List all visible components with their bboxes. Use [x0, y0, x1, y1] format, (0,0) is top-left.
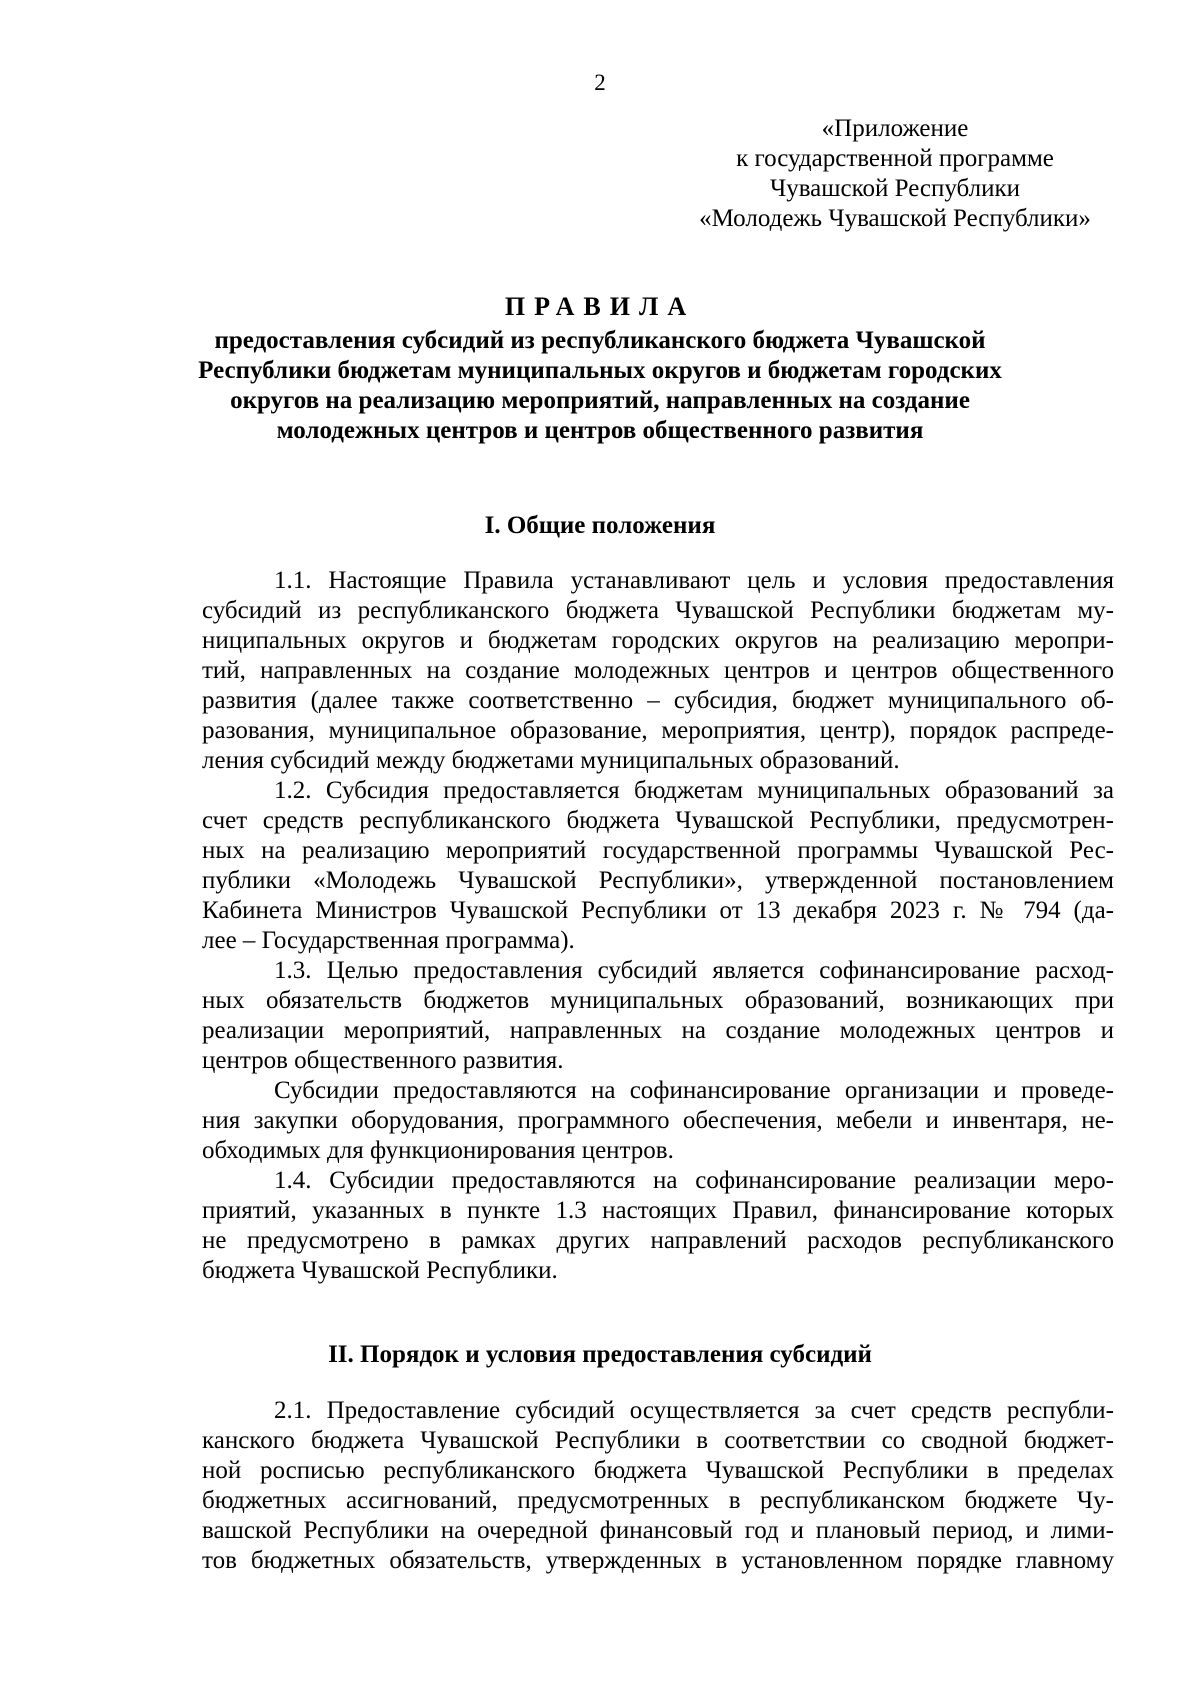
paragraph-line: бюджетных ассигнований, предусмотренных в республиканском бюджете Чу-	[202, 1487, 1114, 1514]
paragraph-line: 1.4. Субсидии предоставляются на софинансирование реализации меро-	[274, 1167, 1114, 1194]
paragraph-line: ных на реализацию мероприятий государственной программы Чувашской Рес-	[202, 837, 1114, 864]
paragraph-line: развития (далее также соответственно – субсидия, бюджет муниципального об-	[202, 687, 1114, 714]
section-1-heading: I. Общие положения	[484, 512, 716, 539]
paragraph-line: обходимых для функционирования центров.	[202, 1137, 674, 1164]
section-1-body	[202, 566, 1114, 1286]
subtitle-line: округов на реализацию мероприятий, направленных на создание	[230, 387, 970, 414]
paragraph-line: Субсидии предоставляются на софинансирование организации и проведе-	[274, 1077, 1114, 1104]
paragraph-line: ных обязательств бюджетов муниципальных образований, возникающих при	[202, 987, 1114, 1014]
paragraph-line: ления субсидий между бюджетами муниципальных образований.	[202, 747, 900, 774]
paragraph-line: счет средств республиканского бюджета Чувашской Республики, предусмотрен-	[202, 807, 1114, 834]
appendix-line: «Приложение	[821, 115, 969, 142]
paragraph-line: 1.2. Субсидия предоставляется бюджетам муниципальных образований за	[274, 777, 1114, 804]
paragraph-line: 1.1. Настоящие Правила устанавливают цель и условия предоставления	[274, 567, 1114, 594]
section-2-body	[202, 1396, 1114, 1576]
paragraph-line: субсидий из республиканского бюджета Чувашской Республики бюджетам му-	[202, 597, 1114, 624]
subtitle-line: молодежных центров и центров общественного развития	[276, 417, 924, 444]
paragraph-line: не предусмотрено в рамках других направлений расходов республиканского	[202, 1227, 1114, 1254]
page-number: 2	[594, 70, 606, 95]
paragraph-line: разования, муниципальное образование, мероприятия, центр), порядок распреде-	[202, 717, 1114, 744]
paragraph-line: ной росписью республиканского бюджета Чувашской Республики в пределах	[202, 1457, 1114, 1484]
appendix-line: Чувашской Республики	[769, 175, 1021, 202]
paragraph-line: лее – Государственная программа).	[202, 927, 575, 954]
appendix-line: «Молодежь Чувашской Республики»	[699, 205, 1091, 232]
paragraph-line: приятий, указанных в пункте 1.3 настоящих Правил, финансирование которых	[202, 1197, 1114, 1224]
paragraph-line: Кабинета Министров Чувашской Республики от 13 декабря 2023 г. № 794 (да-	[202, 897, 1114, 924]
paragraph-line: реализации мероприятий, направленных на создание молодежных центров и	[202, 1017, 1114, 1044]
section-2-heading: II. Порядок и условия предоставления субсидий	[328, 1341, 872, 1368]
document-subtitle	[150, 326, 1050, 446]
document-title: ПРАВИЛА	[504, 292, 696, 321]
paragraph-line: 1.3. Целью предоставления субсидий является софинансирование расход-	[274, 957, 1114, 984]
subtitle-line: предоставления субсидий из республиканского бюджета Чувашской	[214, 327, 986, 354]
paragraph-line: канского бюджета Чувашской Республики в соответствии со сводной бюджет-	[202, 1427, 1114, 1454]
paragraph-line: ния закупки оборудования, программного обеспечения, мебели и инвентаря, не-	[202, 1107, 1114, 1134]
subtitle-line: Республики бюджетам муниципальных округов и бюджетам городских	[198, 357, 1002, 384]
appendix-line: к государственной программе	[736, 145, 1054, 172]
paragraph-line: вашской Республики на очередной финансовый год и плановый период, и лими-	[202, 1517, 1114, 1544]
paragraph-line: 2.1. Предоставление субсидий осуществляется за счет средств республи-	[274, 1397, 1114, 1424]
appendix-block	[680, 114, 1110, 234]
paragraph-line: тий, направленных на создание молодежных центров и центров общественного	[202, 657, 1114, 684]
paragraph-line: ниципальных округов и бюджетам городских округов на реализацию меропри-	[202, 627, 1114, 654]
paragraph-line: центров общественного развития.	[202, 1047, 564, 1074]
paragraph-line: тов бюджетных обязательств, утвержденных в установленном порядке главному	[202, 1547, 1114, 1574]
paragraph-line: бюджета Чувашской Республики.	[202, 1257, 558, 1284]
paragraph-line: публики «Молодежь Чувашской Республики», утвержденной постановлением	[202, 867, 1114, 894]
